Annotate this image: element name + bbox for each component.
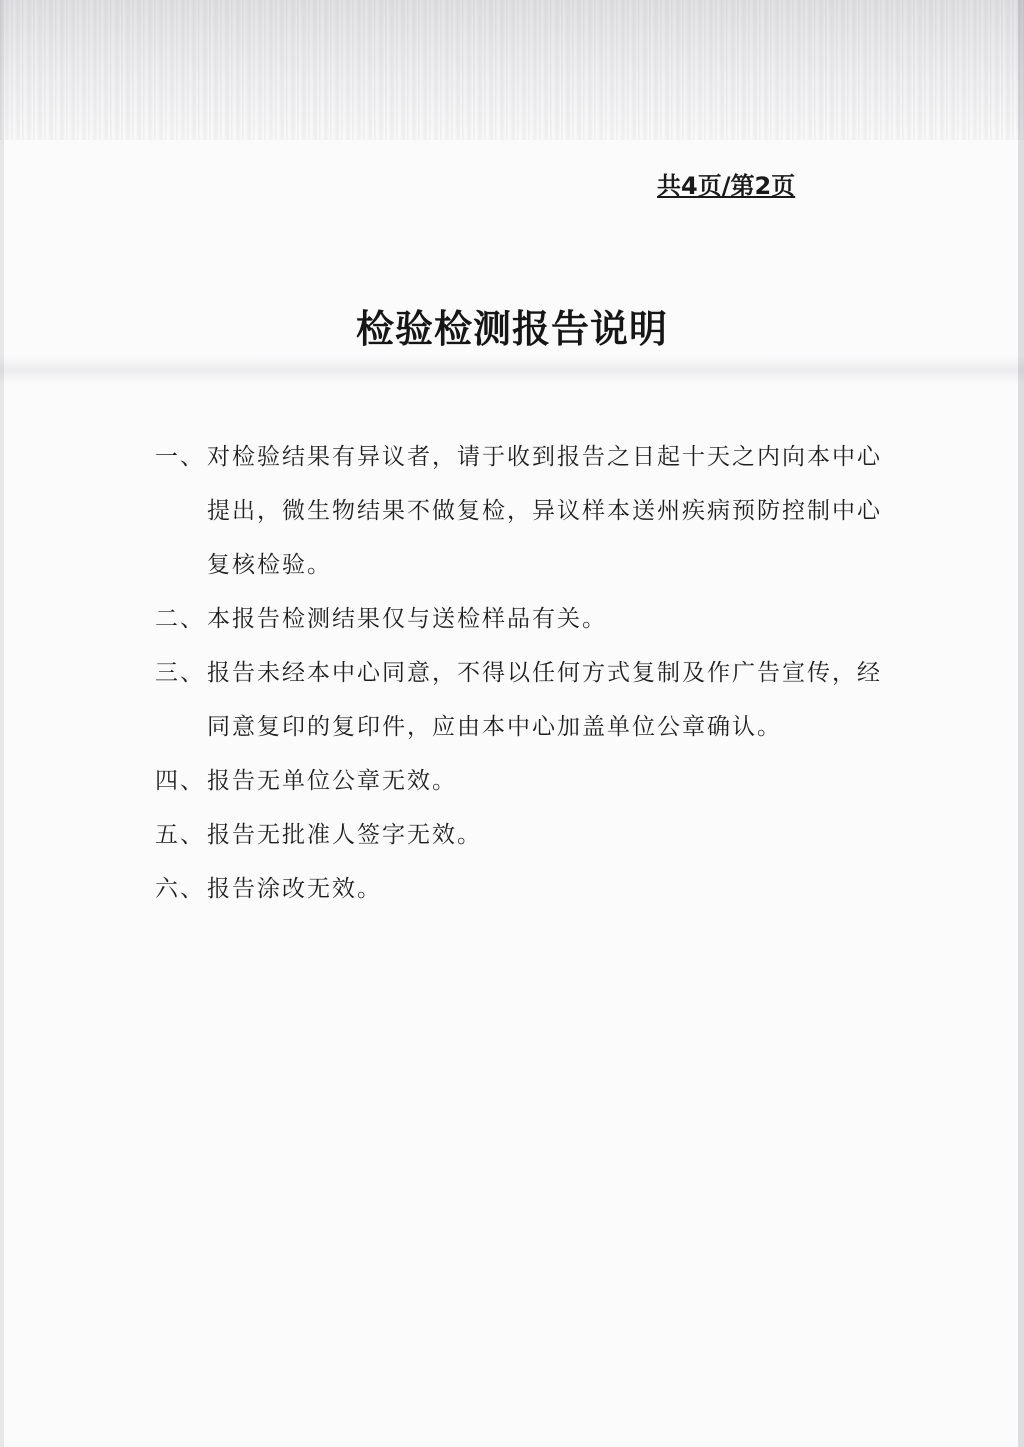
note-text: 报告无单位公章无效。 [207,768,457,794]
note-number: 二、 [155,606,205,632]
note-item-3 [155,646,895,754]
note-text: 报告无批准人签字无效。 [207,822,482,848]
note-item-4 [155,754,895,808]
document-title: 检验检测报告说明 [355,307,668,351]
scan-edge-right [1018,0,1024,1447]
note-text: 本报告检测结果仅与送检样品有关。 [207,606,607,632]
note-number: 六、 [155,876,205,902]
note-number: 五、 [155,822,205,848]
notes-list [155,430,895,916]
note-text: 对检验结果有异议者，请于收到报告之日起十天之内向本中心提出，微生物结果不做复检，异议样本送州疾病预防控制中心复核检验。 [207,444,882,578]
scan-edge-left [0,0,4,1447]
note-number: 三、 [155,660,205,686]
note-item-5 [155,808,895,862]
note-text: 报告涂改无效。 [207,876,382,902]
page-indicator: 共4页/第2页 [657,172,796,200]
note-item-6 [155,862,895,916]
note-number: 四、 [155,768,205,794]
note-number: 一、 [155,444,205,470]
scan-noise-band-middle [0,355,1024,385]
note-item-1 [155,430,895,592]
note-item-2 [155,592,895,646]
note-text: 报告未经本中心同意，不得以任何方式复制及作广告宣传，经同意复印的复印件，应由本中心加盖单位公章确认。 [207,660,882,740]
scan-noise-band [0,0,1024,140]
